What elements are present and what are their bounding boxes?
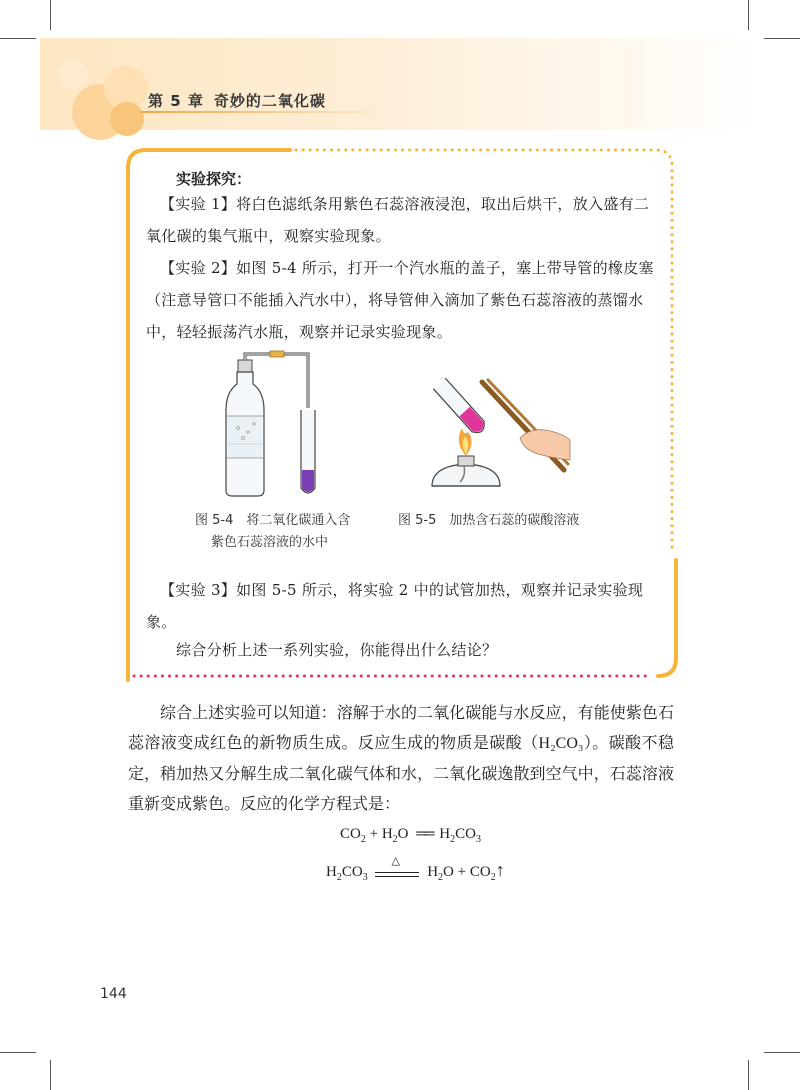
eq2-h2o-o: O [443,864,454,880]
eq2-h2co3-co: CO [341,864,363,880]
experiment-3-text: 【实验 3】如图 5-5 所示，将实验 2 中的试管加热，观察并记录实验现象。 [146,581,644,631]
chapter-name: 奇妙的二氧化碳 [213,92,326,110]
chapter-number: 第 5 章 [148,92,204,110]
body-text-after: ）。碳酸不稳定，稍加热又分解生成二氧化碳气体和水，二氧化碳逸散到空气中，石蕊溶液重新变成紫色。反应的化学方程式是： [128,733,674,813]
eq2-co2: CO [469,864,491,880]
eq2-reaction-sign [375,856,419,884]
eq2-h2o-sub: 2 [438,872,444,883]
eq1-h2o-sub: 2 [392,834,398,845]
equation-2 [326,856,505,886]
experiment-heading: 实验探究： [176,170,252,188]
eq1-h2co3-sub1: 2 [450,834,456,845]
body-paragraph [128,698,674,819]
eq2-h2co3-h: H [326,864,337,880]
figure-5-5-illustration [426,370,574,498]
eq2-h2co3-sub1: 2 [336,872,342,883]
gas-arrow-icon: ↑ [495,860,505,880]
eq1-h2co3-co: CO [455,826,476,842]
eq1-h2o-o: O [397,826,409,842]
eq2-h2o-h: H [427,864,439,880]
eq2-co2-sub: 2 [490,872,496,883]
figure-5-4-caption [195,510,350,554]
eq2-plus: + [457,864,467,880]
eq2-double-line [375,872,419,873]
experiment-2-text: 【实验 2】如图 5-4 所示，打开一个汽水瓶的盖子，塞上带导管的橡皮塞（注意导管口不能插入汽水中），将导管伸入滴加了紫色石蕊溶液的蒸馏水中，轻轻振荡汽水瓶，观察并记录实验现象。 [146,259,654,341]
eq1-h2co3-h: H [439,826,451,842]
figure-5-4-caption-line2: 紫色石蕊溶液的水中 [211,535,329,550]
eq1-equals-sign: ══ [416,826,432,842]
figure-5-5-caption: 图 5-5 加热含石蕊的碳酸溶液 [398,513,580,528]
figure-5-4-illustration [218,348,338,498]
eq1-co2-sub: 2 [360,834,366,845]
page-number: 144 [100,986,127,1002]
eq1-h2o-h: H [381,826,393,842]
eq1-h2co3-sub2: 3 [475,834,481,845]
eq1-co2: CO [340,826,361,842]
experiment-1-text: 【实验 1】将白色滤纸条用紫色石蕊溶液浸泡，取出后烘干，放入盛有二氧化碳的集气瓶中，观察实验现象。 [146,195,650,245]
conclusion-question: 综合分析上述一系列实验，你能得出什么结论？ [176,641,498,659]
equation-1 [340,826,481,845]
figure-5-4-caption-line1: 图 5-4 将二氧化碳通入含 [195,513,351,528]
carbonic-acid-formula: H₂CO₃ [538,735,584,752]
eq1-plus: + [369,826,379,842]
heat-condition-icon: △ [391,855,400,867]
eq2-double-line [375,876,419,877]
eq2-h2co3-sub2: 3 [362,872,368,883]
body-text-before: 综合上述实验可以知道：溶解于水的二氧化碳能与水反应，有能使紫色石蕊溶液变成红色的新物质生成。反应生成的物质是碳酸（ [128,703,674,752]
